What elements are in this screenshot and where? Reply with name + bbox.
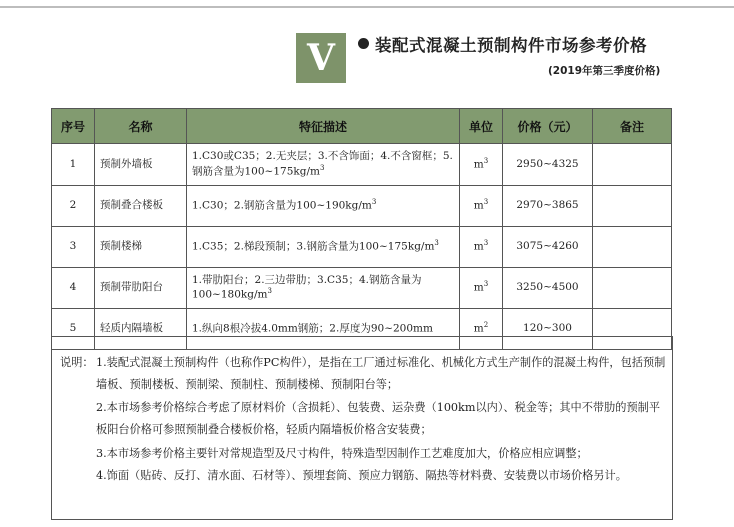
table-row [52,268,672,309]
page-subtitle: (2019年第三季度价格) [548,65,661,77]
cell-no: 5 [52,309,95,350]
cell-name: 预制带肋阳台 [95,268,187,309]
cell-unit: $m^3$ [460,144,503,186]
section-badge [296,33,346,83]
cell-price: 120~300 [503,309,593,350]
page-title: 装配式混凝土预制构件市场参考价格 [375,36,647,55]
col-header-remark: 备注 [593,109,672,144]
cell-desc: 1.纵向8根冷拔4.0mm钢筋；2.厚度为90~200mm [187,309,460,350]
cell-no: 4 [52,268,95,309]
cell-no: 1 [52,144,95,186]
cell-unit: $m^3$ [460,268,503,309]
cell-desc: 1.C35；2.梯段预制；3.钢筋含量为$100\sim 175kg/m^3$ [187,227,460,268]
cell-no: 3 [52,227,95,268]
cell-unit: $m^3$ [460,227,503,268]
note-1 [60,352,666,396]
col-header-unit: 单位 [460,109,503,144]
note-2: 2.本市场参考价格综合考虑了原材料价（含损耗）、包装费、运杂费（100km以内）、税金等；其中不带肋的预制平板阳台价格可参照预制叠合楼板价格，轻质内隔墙板价格含安装费； [96,401,661,436]
cell-price: 3075~4260 [503,227,593,268]
col-header-no: 序号 [52,109,95,144]
note-3: 3.本市场参考价格主要针对常规造型及尺寸构件，特殊造型因制作工艺难度加大，价格应相应调整； [96,447,588,460]
col-header-price: 价格（元） [503,109,593,144]
bullet-icon [358,38,369,49]
note-1-text: 1.装配式混凝土预制构件（也称作PC构件），是指在工厂通过标准化、机械化方式生产制作的混凝土构件，包括预制墙板、预制楼板、预制梁、预制柱、预制楼梯、预制阳台等； [96,356,666,391]
cell-remark [593,227,672,268]
cell-desc: 1.带肋阳台；2.三边带肋；3.C35；4.钢筋含量为$100\sim 180kg/m^3$ [187,268,460,309]
table-row [52,186,672,227]
cell-name: 预制叠合楼板 [95,186,187,227]
cell-desc: 1.C30；2.钢筋含量为$100\sim 190kg/m^3$ [187,186,460,227]
col-header-desc: 特征描述 [187,109,460,144]
table-header-row [52,109,672,144]
cell-price: 3250~4500 [503,268,593,309]
cell-price: 2970~3865 [503,186,593,227]
cell-name: 轻质内隔墙板 [95,309,187,350]
cell-name: 预制外墙板 [95,144,187,186]
cell-price: 2950~4325 [503,144,593,186]
notes-prefix: 说明： [60,356,94,369]
note-4: 4.饰面（贴砖、反打、清水面、石材等）、预埋套筒、预应力钢筋、隔热等材料费、安装费以市场价格另计。 [96,469,627,482]
top-divider-line [0,6,734,8]
price-table [51,108,672,350]
cell-desc: 1.C30或C35；2.无夹层；3.不含饰面；4.不含窗框；5.钢筋含量为$100\sim 175kg/m^3$ [187,144,460,186]
col-header-name: 名称 [95,109,187,144]
notes-box [51,336,673,520]
cell-remark [593,186,672,227]
section-letter: V [307,37,335,79]
cell-remark [593,268,672,309]
table-row [52,227,672,268]
table-row [52,144,672,186]
cell-unit: $m^3$ [460,186,503,227]
cell-remark [593,144,672,186]
cell-unit: $m^2$ [460,309,503,350]
cell-name: 预制楼梯 [95,227,187,268]
cell-no: 2 [52,186,95,227]
